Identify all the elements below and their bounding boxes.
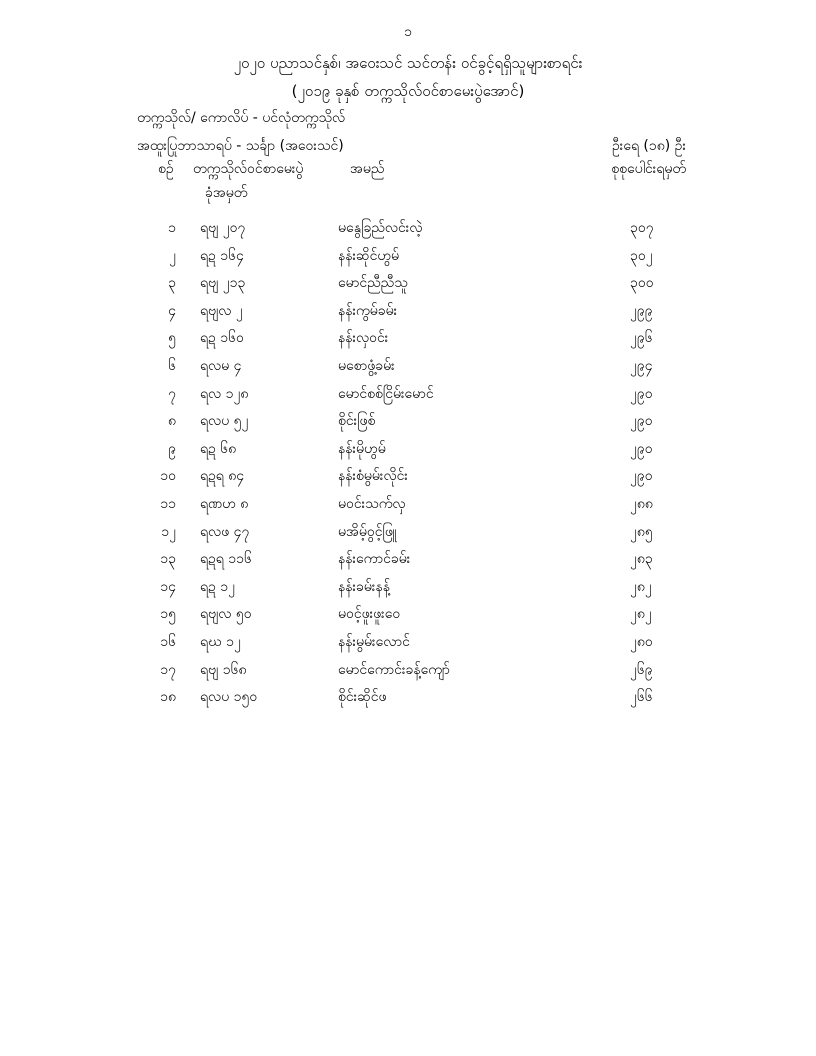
- name-cell: နန်းခမ်းနန့်: [338, 578, 390, 595]
- table-row: [0, 573, 816, 601]
- marks-cell: ၂၈၀: [630, 633, 653, 650]
- document-subtitle: (၂၀၁၉ ခုနှစ် တက္ကသိုလ်ဝင်စာမေးပွဲအောင်): [291, 82, 525, 100]
- marks-cell: ၃၀၂: [630, 247, 653, 264]
- roll-number-cell: ရလဖ ၄၇: [200, 523, 250, 540]
- serial-cell: ၁၀: [160, 468, 176, 485]
- marks-cell: ၂၈၅: [630, 523, 653, 540]
- university-line: တက္ကသိုလ်/ ကောလိပ် - ပင်လုံတက္ကသိုလ်: [137, 110, 346, 126]
- table-row: [0, 214, 816, 242]
- serial-cell: ၁၇: [160, 661, 176, 678]
- name-cell: မဝင့်ဖူးဖူးဝေ: [338, 606, 401, 623]
- serial-cell: ၅: [168, 330, 176, 347]
- marks-cell: ၂၉၀: [630, 413, 653, 430]
- table-row: [0, 435, 816, 463]
- serial-cell: ၆: [168, 357, 176, 374]
- results-table: [0, 214, 816, 711]
- serial-cell: ၁၁: [160, 495, 176, 512]
- marks-cell: ၂၉၉: [630, 302, 653, 319]
- roll-number-cell: ရဍ ၁၆၀: [200, 330, 244, 347]
- marks-cell: ၂၉၄: [630, 357, 653, 374]
- name-cell: မအိမ့်ဝွင့်ဖြူ: [338, 523, 397, 540]
- serial-cell: ၁၆: [160, 633, 176, 650]
- roll-number-cell: ရဗျ ၂၀၇: [200, 220, 246, 236]
- serial-cell: ၁၂: [161, 523, 176, 540]
- column-header-roll: တက္ကသိုလ်ဝင်စာမေးပွဲ: [193, 161, 304, 177]
- marks-cell: ၂၈၃: [630, 551, 653, 568]
- serial-cell: ၁၅: [160, 606, 176, 623]
- serial-cell: ၇: [168, 385, 176, 402]
- roll-number-cell: ရဗျလ ၅၀: [200, 606, 252, 623]
- table-row: [0, 545, 816, 573]
- serial-cell: ၂: [169, 247, 176, 264]
- marks-cell: ၂၉၆: [630, 330, 653, 347]
- serial-cell: ၁၈: [160, 689, 176, 706]
- document-title: ၂၀၂၀ ပညာသင်နှစ်၊ အဝေးသင် သင်တန်း ဝင်ခွင့်ရရှိသူများစာရင်း: [233, 54, 583, 72]
- name-cell: မောင်ကောင်းခန့်ကျော်: [338, 661, 450, 678]
- name-cell: မနွေခြည်လင်းလဲ့: [338, 220, 423, 236]
- marks-cell: ၂၉၀: [630, 468, 653, 485]
- table-row: [0, 407, 816, 435]
- roll-number-cell: ရဍရ ၈၄: [200, 468, 245, 485]
- name-cell: နန်းလှဝင်း: [338, 330, 389, 347]
- student-count: ဦးရေ (၁၈) ဦး: [612, 138, 686, 154]
- table-row: [0, 462, 816, 490]
- table-row: [0, 352, 816, 380]
- roll-number-cell: ရလ ၁၂၈: [200, 385, 249, 402]
- name-cell: စိုင်းဆိုင်ဖ: [338, 689, 387, 706]
- table-row: [0, 683, 816, 711]
- marks-cell: ၂၆၆: [630, 689, 653, 706]
- table-row: [0, 324, 816, 352]
- marks-cell: ၃၀၇: [630, 220, 654, 236]
- roll-number-cell: ရဃ ၁၂: [200, 633, 241, 650]
- marks-cell: ၂၆၉: [630, 661, 653, 678]
- table-row: [0, 490, 816, 518]
- marks-cell: ၂၈၂: [630, 578, 652, 595]
- serial-cell: ၈: [168, 413, 176, 430]
- table-row: [0, 518, 816, 546]
- roll-number-cell: ရဍ ၁၆၄: [200, 247, 244, 264]
- roll-number-cell: ရဗျလ ၂: [200, 302, 243, 319]
- serial-cell: ၄: [168, 302, 176, 319]
- marks-cell: ၂၈၈: [630, 495, 653, 512]
- table-row: [0, 628, 816, 656]
- roll-number-cell: ရလပ ၁၅၀: [200, 689, 258, 706]
- name-cell: နန်းကွမ်ခမ်း: [338, 302, 398, 319]
- roll-number-cell: ရဗျ ၁၆၈: [200, 661, 247, 678]
- table-row: [0, 380, 816, 408]
- name-cell: နန်းမိုဟွမ်: [338, 440, 386, 457]
- name-cell: စိုင်းဖြစ်: [338, 413, 376, 430]
- roll-number-cell: ရဍရ ၁၁၆: [200, 551, 252, 568]
- page-number: ၁: [404, 24, 412, 40]
- column-header-roll-line-2: ခုံအမှတ်: [205, 185, 248, 201]
- serial-cell: ၁၄: [160, 578, 176, 595]
- serial-cell: ၃: [168, 275, 176, 292]
- name-cell: နန်းကောင်ခမ်း: [338, 551, 411, 568]
- serial-cell: ၁၃: [160, 551, 176, 568]
- serial-cell: ၉: [168, 440, 176, 457]
- column-header-serial: စဉ်: [158, 161, 174, 177]
- roll-number-cell: ရလမ ၄: [200, 357, 242, 374]
- table-row: [0, 269, 816, 297]
- name-cell: နန်းဆိုင်ဟွမ်: [338, 247, 400, 264]
- column-header-name: အမည်: [350, 161, 385, 177]
- name-cell: မောင်စစ်ငြိမ်းမောင်: [338, 385, 434, 402]
- name-cell: နန်းမွမ်းလောင်: [338, 633, 410, 650]
- marks-cell: ၂၈၂: [630, 606, 652, 623]
- marks-cell: ၂၉၀: [630, 440, 653, 457]
- name-cell: မဝင်းသက်လှ: [338, 495, 406, 512]
- table-row: [0, 656, 816, 684]
- marks-cell: ၂၉၀: [630, 385, 653, 402]
- roll-number-cell: ရလပ ၅၂: [200, 413, 249, 430]
- table-row: [0, 242, 816, 270]
- name-cell: နန်းစံမွမ်းလိုင်း: [338, 468, 408, 485]
- table-row: [0, 600, 816, 628]
- serial-cell: ၁: [168, 220, 176, 236]
- name-cell: မောင်ညီညီသူ: [338, 275, 408, 292]
- column-header-marks: စုစုပေါင်းရမှတ်: [611, 161, 686, 177]
- marks-cell: ၃၀၀: [630, 275, 654, 292]
- name-cell: မစောဖွံ့ခမ်း: [338, 357, 395, 374]
- roll-number-cell: ရဏဟ ၈: [200, 495, 249, 512]
- roll-number-cell: ရဗျ ၂၁၃: [200, 275, 246, 292]
- table-row: [0, 297, 816, 325]
- subject-line: အထူးပြုဘာသာရပ် - သင်္ချာ (အဝေးသင်): [137, 138, 344, 154]
- roll-number-cell: ရဍ ၁၂: [200, 578, 236, 595]
- roll-number-cell: ရဍ ၆၈: [200, 440, 237, 457]
